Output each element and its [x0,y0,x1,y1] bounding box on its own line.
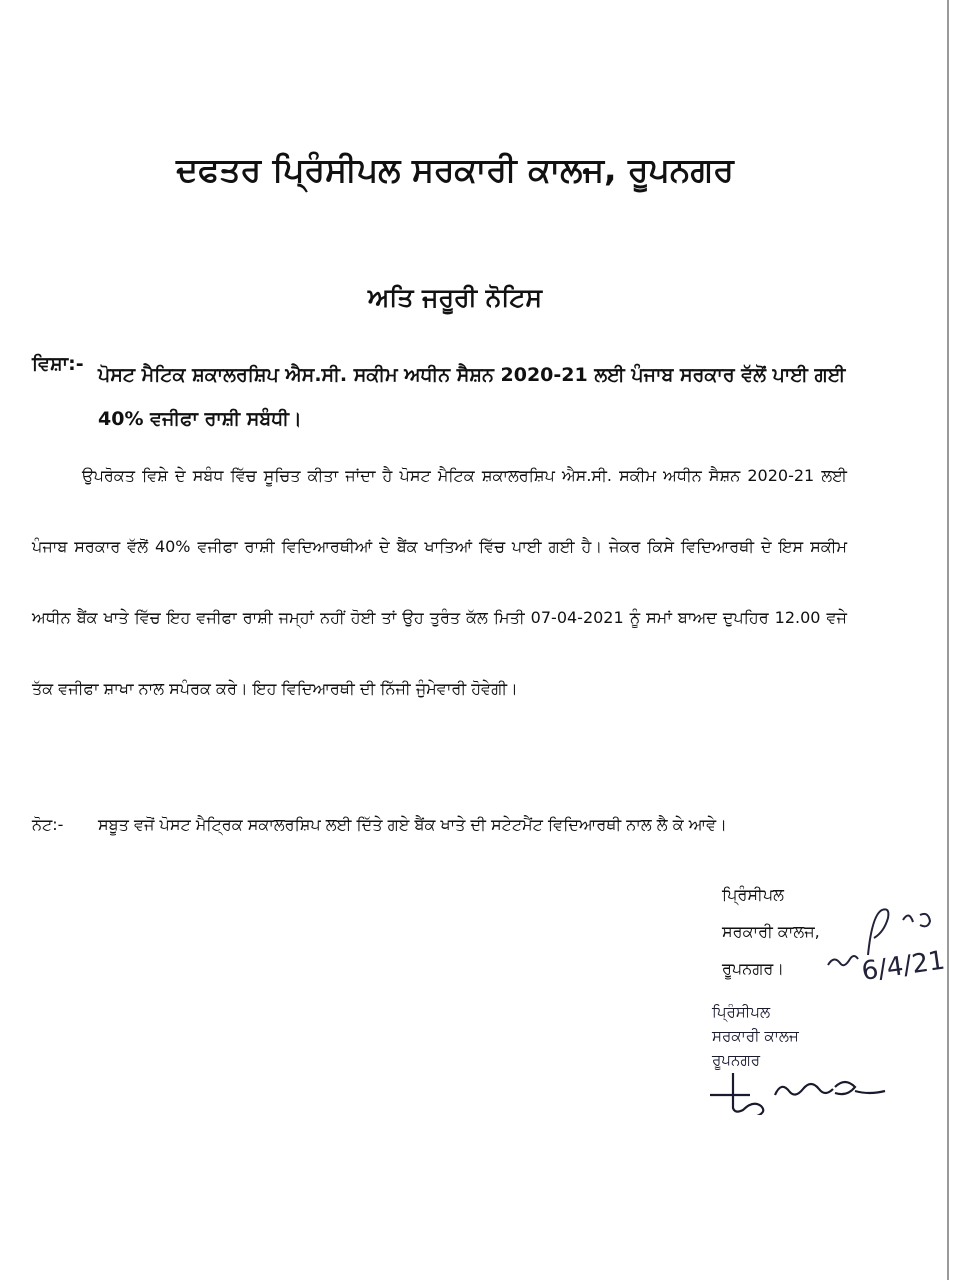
signatory-college: ਸਰਕਾਰੀ ਕਾਲਜ, [722,922,820,941]
office-title: ਦਫਤਰ ਪ੍ਰਿੰਸੀਪਲ ਸਰਕਾਰੀ ਕਾਲਜ, ਰੂਪਨਗਰ [176,150,734,189]
stamp-place: ਰੂਪਨਗਰ [712,1051,761,1069]
principal-signature [705,1065,900,1115]
subject-label: ਵਿਸ਼ਾ:- [32,353,84,375]
stamp-title: ਪ੍ਰਿੰਸੀਪਲ [712,1003,771,1021]
subject-text: ਪੋਸਟ ਮੈਟਿਕ ਸ਼ਕਾਲਰਸ਼ਿਪ ਐਸ.ਸੀ. ਸਕੀਮ ਅਧੀਨ ਸੈਸ਼ਨ 2020-21 ਲਈ ਪੰਜਾਬ ਸਰਕਾਰ ਵੱਲੋਂ ਪਾਈ ਗਈ 40% ਵਜੀਫਾ ਰਾਸ਼ੀ ਸਬੰਧੀ। [98,364,846,430]
stamp-college: ਸਰਕਾਰੀ ਕਾਲਜ [712,1027,799,1045]
official-stamp [712,1000,799,1072]
note-label: ਨੋਟ:- [32,815,64,834]
page-edge [947,0,949,1280]
notice-heading: ਅਤਿ ਜਰੂਰੀ ਨੋਟਿਸ [367,283,543,312]
note-text: ਸਬੂਤ ਵਜੋਂ ਪੋਸਟ ਮੈਟ੍ਰਿਕ ਸਕਾਲਰਸ਼ਿਪ ਲਈ ਦਿੱਤੇ ਗਏ ਬੈਂਕ ਖਾਤੇ ਦੀ ਸਟੇਟਮੈਂਟ ਵਿਦਿਆਰਥੀ ਨਾਲ ਲੈ ਕੇ ਆਵੇ। [98,815,727,834]
signature-block [722,876,820,987]
handwritten-initials-date [808,895,958,990]
signatory-title: ਪ੍ਰਿੰਸੀਪਲ [722,885,785,904]
handwritten-date: 6/4/21 [859,945,947,987]
signatory-place: ਰੂਪਨਗਰ। [722,959,785,978]
notice-body: ਉਪਰੋਕਤ ਵਿਸ਼ੇ ਦੇ ਸਬੰਧ ਵਿੱਚ ਸੂਚਿਤ ਕੀਤਾ ਜਾਂਦਾ ਹੈ ਪੋਸਟ ਮੈਟਿਕ ਸ਼ਕਾਲਰਸ਼ਿਪ ਐਸ.ਸੀ. ਸਕੀਮ ਅਧੀਨ ਸੈਸ਼ਨ 2020-21 ਲਈ ਪੰਜਾਬ ਸਰਕਾਰ ਵੱਲੋਂ 40% ਵਜੀਫਾ ਰਾਸ਼ੀ ਵਿਦਿਆਰਥੀਆਂ ਦੇ ਬੈਂਕ ਖਾਤਿਆਂ ਵਿੱਚ ਪਾਈ ਗਈ ਹੈ। ਜੇਕਰ ਕਿਸੇ ਵਿਦਿਆਰਥੀ ਦੇ ਇਸ ਸਕੀਮ ਅਧੀਨ ਬੈਂਕ ਖਾਤੇ ਵਿੱਚ ਇਹ ਵਜੀਫਾ ਰਾਸ਼ੀ ਜਮ੍ਹਾਂ ਨਹੀਂ ਹੋਈ ਤਾਂ ਉਹ ਤੁਰੰਤ ਕੱਲ ਮਿਤੀ 07-04-2021 ਨੂੰ ਸਮਾਂ ਬਾਅਦ ਦੁਪਹਿਰ 12.00 ਵਜੇ ਤੱਕ ਵਜੀਫਾ ਸ਼ਾਖਾ ਨਾਲ ਸਪੰਰਕ ਕਰੇ। ਇਹ ਵਿਦਿਆਰਥੀ ਦੀ ਨਿੱਜੀ ਜੁੰਮੇਵਾਰੀ ਹੋਵੇਗੀ। [32,466,847,698]
